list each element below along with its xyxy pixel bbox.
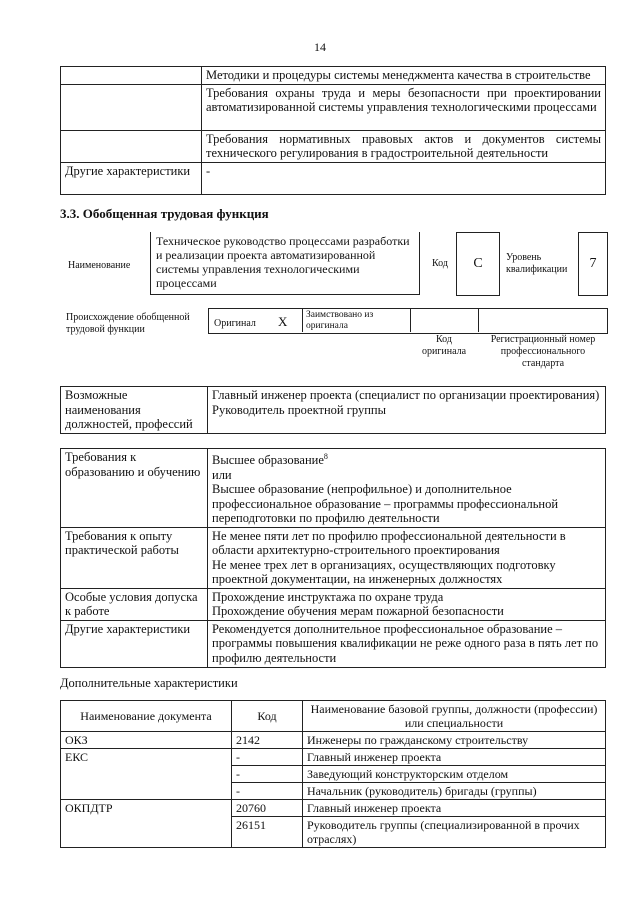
table-cell [61,67,202,85]
table-row [61,449,606,528]
table-row [61,130,606,162]
table-row [61,749,606,766]
level-value: 7 [578,232,608,296]
table-cell: - [202,162,606,194]
req-line: Высшее образование (непрофильное) и дополнительное профессиональное образование – программы профессиональной переподготовки по профилю деятельности [212,482,559,526]
req-line: Не менее пяти лет по профилю профессиональной деятельности в области архитектурно-строительного проектирования [212,528,566,558]
code-value: C [456,232,500,296]
table-cell [61,130,202,162]
original-label: Оригинал [214,318,256,329]
req-line: Не менее трех лет в организациях, осуществляющих подготовку проектной документации, на инженерных должностях [212,557,556,587]
position-item: Руководитель проектной группы [212,402,386,417]
req-label: Другие характеристики [61,620,208,667]
name-cell: Руководитель группы (специализированной в прочих отраслях) [303,817,606,848]
divider [410,308,411,332]
name-cell: Заведующий конструкторским отделом [303,766,606,783]
table-row [61,620,606,667]
table-row [61,800,606,817]
header-name: Наименование базовой группы, должности (профессии) или специальности [303,701,606,732]
doc-cell: ОКЗ [61,732,232,749]
borrowed-label: Заимствовано из оригинала [306,310,374,331]
level-label: Уровень квалификации [506,252,568,275]
page-number: 14 [314,40,326,54]
name-label: Наименование [68,260,131,271]
additional-title: Дополнительные характеристики [60,676,238,690]
name-cell: Главный инженер проекта [303,749,606,766]
req-label: Требования к образованию и обучению [61,449,208,528]
positions-values [208,387,606,434]
positions-table [60,386,606,434]
code-cell: 26151 [232,817,303,848]
knowledge-table [60,66,606,195]
table-cell-label: Другие характеристики [61,162,202,194]
section-title: 3.3. Обобщенная трудовая функция [60,206,269,221]
table-row [61,588,606,620]
original-mark: X [278,314,288,329]
req-line: или [212,467,232,482]
requirements-table [60,448,606,668]
req-values [208,620,606,667]
table-row [61,732,606,749]
name-cell: Главный инженер проекта [303,800,606,817]
name-box-border [150,232,420,295]
req-values [208,588,606,620]
divider [478,308,479,332]
position-item: Главный инженер проекта (специалист по организации проектирования) [212,388,600,402]
table-row [61,162,606,194]
table-header-row [61,701,606,732]
code-cell: - [232,749,303,766]
additional-table [60,700,606,848]
code-label: Код [432,258,448,269]
req-line: Прохождение инструктажа по охране труда [212,589,444,604]
positions-label: Возможные наименования должностей, профессий [61,387,208,434]
req-label: Особые условия допуска к работе [61,588,208,620]
name-cell: Начальник (руководитель) бригады (группы) [303,783,606,800]
table-cell: Методики и процедуры системы менеджмента качества в строительстве [202,67,606,85]
table-row [61,387,606,434]
divider [302,308,303,332]
table-cell [61,84,202,130]
doc-cell: ОКПДТР [61,800,232,848]
code-caption: Код оригинала [421,334,467,357]
code-cell: - [232,783,303,800]
req-line: Высшее образование$^8$ [212,452,328,468]
origin-label: Происхождение обобщенной трудовой функции [66,312,190,335]
footnote-mark: 8 [323,452,328,461]
req-values [208,527,606,588]
header-code: Код [232,701,303,732]
reg-caption: Регистрационный номер профессионального стандарта [490,334,596,369]
table-row [61,84,606,130]
name-cell: Инженеры по гражданскому строительству [303,732,606,749]
table-row [61,67,606,85]
code-cell: 2142 [232,732,303,749]
origin-box [208,308,608,334]
req-values [208,449,606,528]
header-doc: Наименование документа [61,701,232,732]
code-cell: 20760 [232,800,303,817]
code-cell: - [232,766,303,783]
req-label: Требования к опыту практической работы [61,527,208,588]
table-cell: Требования нормативных правовых актов и документов системы технического регулирования в градостроительной деятельности [202,130,606,162]
table-row [61,527,606,588]
req-line: Прохождение обучения мерам пожарной безопасности [212,604,504,619]
name-value: Техническое руководство процессами разработки и реализации проекта автоматизированной системы управления технологическими процессами [156,234,410,290]
doc-cell: ЕКС [61,749,232,800]
table-cell: Требования охраны труда и меры безопасности при проектировании автоматизированной системы управления технологическими процессами [202,84,606,130]
req-line: Рекомендуется дополнительное профессиональное образование – программы повышения квалификации не реже одного раза в пять лет по профилю деятельности [212,621,599,665]
